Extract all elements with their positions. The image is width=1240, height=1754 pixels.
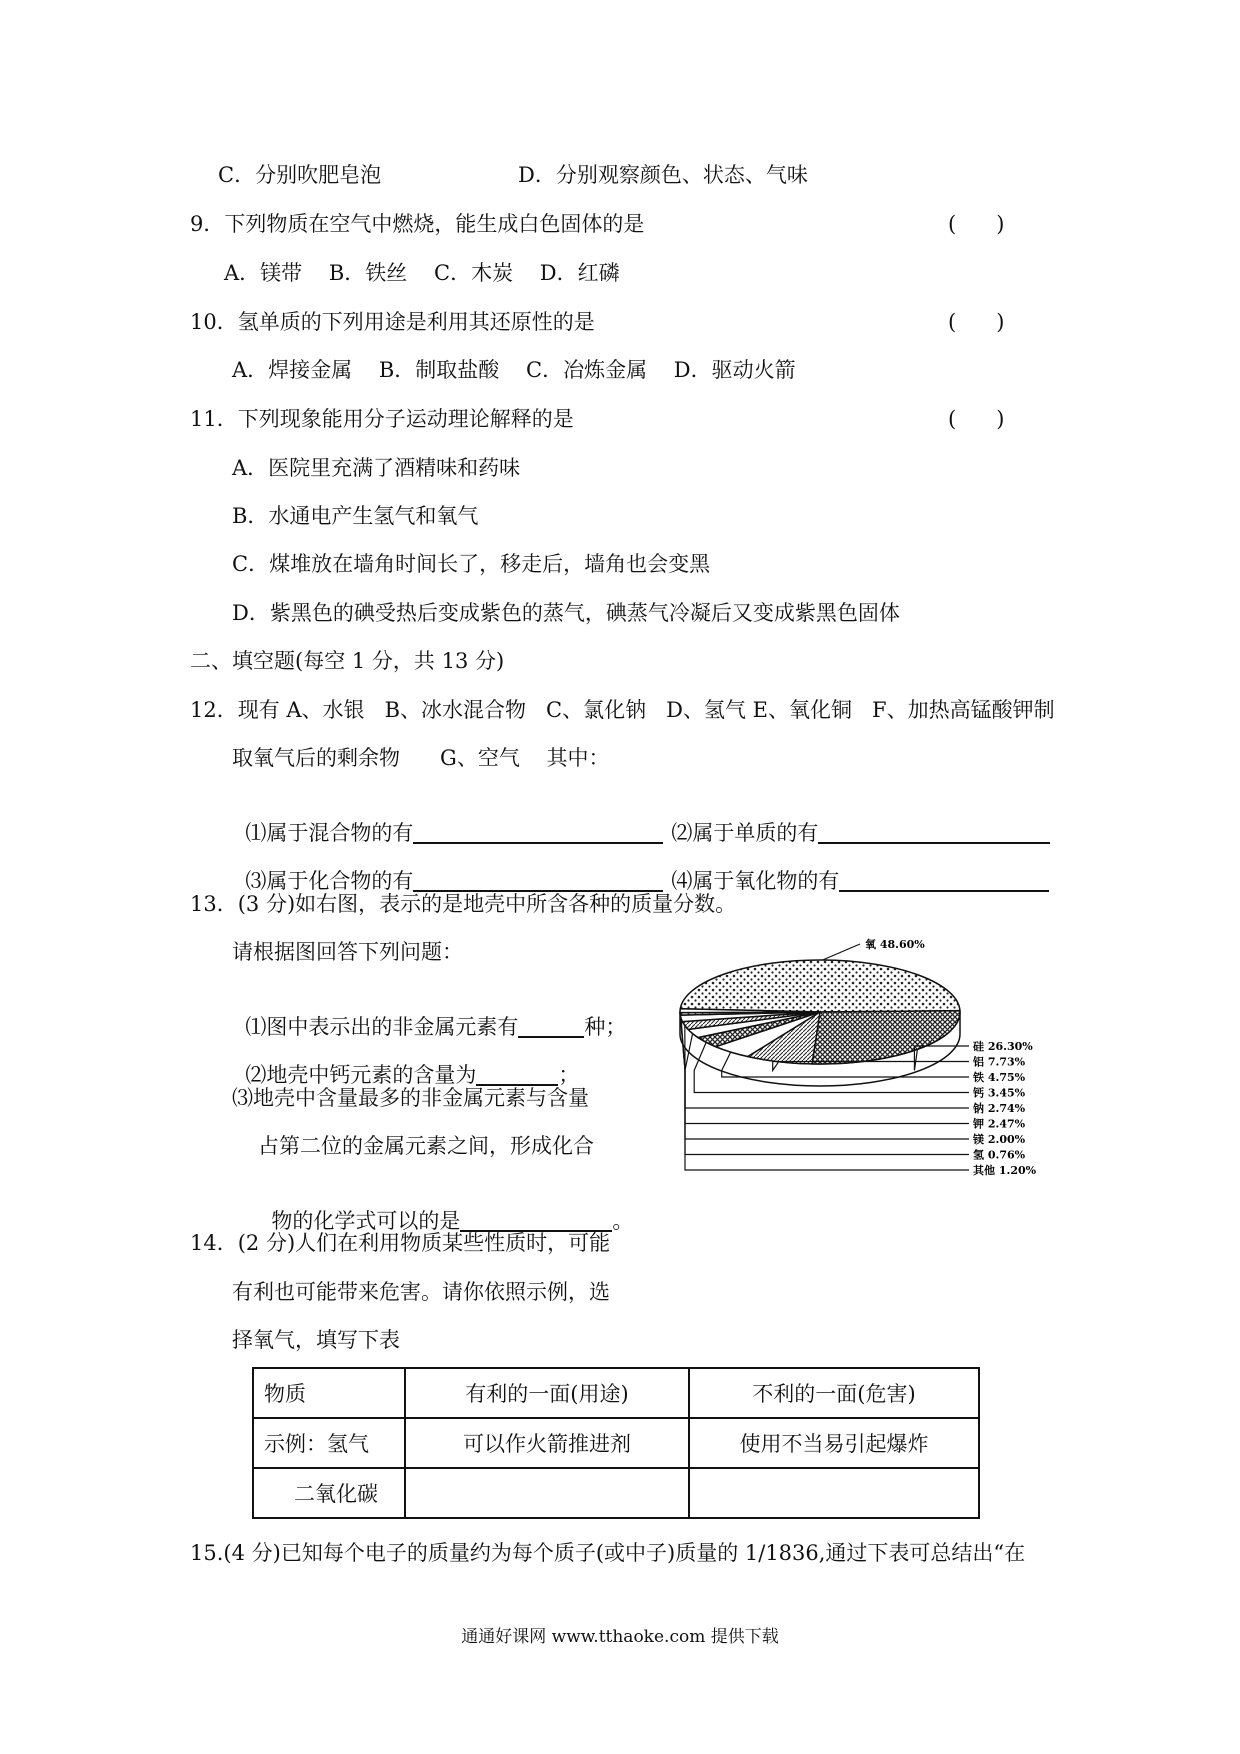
table-header-cell: 不利的一面(危害) (689, 1368, 979, 1418)
pie-leader-line-0 (823, 944, 860, 960)
q13-part3-line3 (258, 1182, 633, 1234)
q13-part1-label: ⑴图中表示出的非金属元素有 (245, 1015, 519, 1039)
q10-options: A．焊接金属 B．制取盐酸 C．冶炼金属 D．驱动火箭 (232, 358, 796, 382)
table-header-cell: 有利的一面(用途) (405, 1368, 689, 1418)
pie-label-3: 铁 4.75% (973, 1071, 1026, 1084)
q11-answer-paren: ( ) (948, 407, 1005, 431)
pie-label-4: 钙 3.45% (973, 1086, 1026, 1100)
q13-part3-line1: ⑶地壳中含量最多的非金属元素与含量 (232, 1086, 589, 1110)
crust-element-pie-chart (655, 932, 1085, 1194)
pie-label-6: 钾 2.47% (973, 1117, 1026, 1131)
pie-label-7: 镁 2.00% (973, 1133, 1026, 1146)
q12-part1-blank[interactable] (413, 820, 663, 844)
pie-label-8: 氢 0.76% (973, 1148, 1026, 1162)
q13-stem: 13．(3 分)如右图，表示的是地壳中所含各种的质量分数。 (190, 892, 737, 916)
q13-part3-blank[interactable] (460, 1208, 612, 1232)
q13-part1 (232, 988, 626, 1040)
q13-intro: 请根据图回答下列问题： (232, 940, 463, 964)
q12-stem-line1: 12．现有 A、水银 B、冰水混合物 C、氯化钠 D、氢气 E、氧化铜 F、加热高锰酸钾制 (190, 698, 1055, 722)
q12-part2-blank[interactable] (818, 820, 1050, 844)
q11-option-a: A．医院里充满了酒精味和药味 (232, 456, 521, 480)
q13-part2 (232, 1036, 579, 1088)
table-row (253, 1468, 979, 1518)
q11-option-c: C．煤堆放在墙角时间长了，移走后，墙角也会变黑 (232, 552, 711, 576)
pie-slice-0 (680, 960, 960, 1012)
table-cell: 二氧化碳 (253, 1468, 405, 1518)
table-answer-cell[interactable] (405, 1468, 689, 1518)
pie-label-2: 铝 7.73% (973, 1055, 1026, 1069)
q11-option-b: B．水通电产生氢气和氧气 (232, 504, 479, 528)
q12-part1 (232, 794, 663, 846)
pie-label-0: 氧 48.60% (865, 938, 925, 951)
table-header-cell: 物质 (253, 1368, 405, 1418)
q13-part2-label: ⑵地壳中钙元素的含量为 (245, 1063, 477, 1087)
q13-part2-blank[interactable] (476, 1062, 558, 1086)
q10-stem: 10．氢单质的下列用途是利用其还原性的是 (190, 310, 595, 334)
q12-part4-label: ⑷属于氧化物的有 (671, 869, 840, 893)
q11-stem: 11．下列现象能用分子运动理论解释的是 (190, 407, 574, 431)
page-footer: 通通好课网 www.tthaoke.com 提供下载 (461, 1627, 779, 1647)
q12-part4-blank[interactable] (839, 868, 1049, 892)
q14-line3: 择氧气，填写下表 (232, 1328, 400, 1352)
q13-part1-blank[interactable] (518, 1014, 584, 1038)
q9-stem: 9．下列物质在空气中燃烧，能生成白色固体的是 (190, 212, 645, 236)
table-answer-cell[interactable] (689, 1468, 979, 1518)
q13-part3-line2: 占第二位的金属元素之间，形成化合 (258, 1134, 594, 1158)
pie-label-9: 其他 1.20% (973, 1164, 1037, 1177)
pie-label-5: 钠 2.74% (973, 1102, 1026, 1115)
q12-stem-line2: 取氧气后的剩余物 G、空气 其中： (232, 746, 610, 770)
q14-table (252, 1367, 980, 1519)
q14-line2: 有利也可能带来危害。请你依照示例，选 (232, 1280, 610, 1304)
q12-part3-blank[interactable] (413, 868, 663, 892)
q13-part2-suffix: ； (558, 1063, 580, 1087)
table-row (253, 1418, 979, 1468)
q15-line1: 15.(4 分)已知每个电子的质量约为每个质子(或中子)质量的 1/1836,通过下表可总结出“在 (190, 1541, 1026, 1565)
table-cell: 使用不当易引起爆炸 (689, 1418, 979, 1468)
q14-line1: 14．(2 分)人们在利用物质某些性质时，可能 (190, 1231, 611, 1255)
pie-label-1: 硅 26.30% (973, 1040, 1033, 1053)
q12-part3-label: ⑶属于化合物的有 (245, 869, 414, 893)
q13-part3-label: 物的化学式可以的是 (271, 1209, 461, 1233)
q13-part3-suffix: 。 (612, 1209, 634, 1233)
q11-option-d: D．紫黑色的碘受热后变成紫色的蒸气，碘蒸气冷凝后又变成紫黑色固体 (232, 601, 900, 625)
q8-option-d: D．分别观察颜色、状态、气味 (518, 163, 808, 187)
q10-answer-paren: ( ) (948, 310, 1005, 334)
section-title: 二、填空题(每空 1 分，共 13 分) (190, 649, 505, 673)
q12-part2 (658, 794, 1050, 846)
q12-part2-label: ⑵属于单质的有 (671, 821, 819, 845)
table-header-row (253, 1368, 979, 1418)
q8-option-c: C．分别吹肥皂泡 (218, 163, 382, 187)
q13-part1-suffix: 种； (584, 1015, 627, 1039)
q9-options: A．镁带 B．铁丝 C．木炭 D．红磷 (224, 261, 620, 285)
q12-part4 (658, 842, 1049, 894)
q9-answer-paren: ( ) (948, 212, 1005, 236)
table-cell: 示例：氢气 (253, 1418, 405, 1468)
q12-part3 (232, 842, 663, 894)
q12-part1-label: ⑴属于混合物的有 (245, 821, 414, 845)
table-cell: 可以作火箭推进剂 (405, 1418, 689, 1468)
